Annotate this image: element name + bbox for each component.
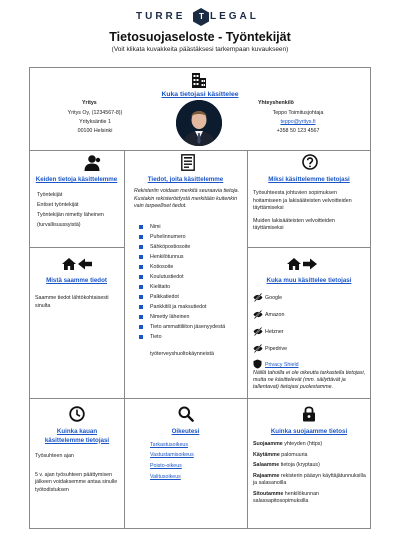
right-link[interactable]: Vastustamisoikeus (150, 452, 194, 458)
list-item: Nimetty läheinen (136, 312, 244, 322)
avatar (176, 100, 222, 146)
row-divider (29, 398, 371, 399)
document-list-icon[interactable] (181, 154, 195, 171)
whose-data-heading[interactable]: Keiden tietoja käsittelemme (35, 176, 118, 183)
company-label: Yritys (82, 100, 97, 106)
logo-badge-letter: T (199, 12, 204, 21)
logo-word-left: TURRE (136, 11, 186, 22)
list-item: Koulutustiedot (136, 272, 244, 282)
privacy-shield-link[interactable]: Privacy Shield (265, 362, 299, 368)
lock-icon[interactable] (302, 405, 316, 422)
logo-word-right: LEGAL (210, 11, 259, 22)
others-note: Näillä tahoilla ei ole oikeutta tarkastella tietojasi, mutta ne käsittelevät (mm. säilyttävät ja tallentavat) tietojasi puolestamme. (253, 370, 366, 390)
list-item: Puhelinnumero (136, 232, 244, 242)
contact-label: Yhteyshenkilö (258, 100, 294, 106)
whose-item: Työntekijät (37, 192, 63, 198)
protection-item: Salaamme tietoja (kryptaus) (253, 462, 320, 468)
column-divider (247, 150, 248, 529)
company-name: Yritys Oy, (1234567-8)) (67, 110, 123, 116)
data-item-continuation: työterveyshuoltokäynneistä (150, 351, 214, 357)
processor-amazon: Amazon (265, 312, 285, 318)
retention-paragraph: 5 v. ajan työsuhteen päättymisen jälkeen voidaksemme antaa sinulle työtodistuksen (35, 471, 118, 493)
processor-pipedrive: Pipedrive (265, 346, 288, 352)
why-heading[interactable]: Miksi käsittelemme tietojasi (268, 176, 350, 183)
contact-phone: +358 50 123 4567 (276, 128, 320, 134)
data-intro: Rekisteriin voidaan merkitä seuraavia tietoja. Kustakin rekisteröidystä merkitään kuitenkin vain tarpeelliset tiedot. (134, 188, 240, 209)
protection-item: Käytämme palomuuria (253, 451, 308, 458)
who-processes-link[interactable]: Kuka tietojasi käsittelee (161, 91, 239, 98)
right-link[interactable]: Tarkastusoikeus (150, 442, 188, 448)
sources-text: Saamme tiedot lähtökohtaisesti sinulta (35, 295, 109, 309)
right-link[interactable]: Valitusoikeus (150, 474, 181, 480)
list-item: Henkilötunnus (136, 252, 244, 262)
logo (0, 8, 400, 28)
list-item: Palkkatiedot (136, 292, 244, 302)
why-paragraph: Työsuhteesta johtuvien sopimuksen hoitamiseen ja lakisääteisten velvoitteiden täyttämiseksi (253, 190, 352, 211)
processor-google: Google (265, 295, 283, 301)
list-item: Kotiosoite (136, 262, 244, 272)
page-title: Tietosuojaseloste - Työntekijät (109, 30, 291, 44)
company-street: Yrityksäntie 1 (79, 119, 111, 125)
list-item: Kielitaito (136, 282, 244, 292)
protection-item: Suojaamme yhteyden (https) (253, 441, 323, 447)
eye-slash-icon (253, 327, 263, 336)
row-divider (29, 247, 124, 248)
page-subtitle: (Voit klikata kuvakkeita päästäksesi tarkempaan kuvaukseen) (111, 46, 289, 53)
list-item: Nimi (136, 222, 244, 232)
home-arrow-icon[interactable] (61, 257, 93, 271)
row-divider (29, 150, 371, 151)
contact-name: Teppo Toimitusjohtaja (272, 110, 324, 116)
list-item: Pankkitili ja maksutiedot (136, 302, 244, 312)
question-icon[interactable] (302, 154, 318, 170)
retention-heading[interactable]: Kuinka kauan käsittelemme tietojasi (44, 428, 110, 444)
retention-paragraph: Työsuhteen ajan (35, 453, 74, 459)
processor-hetzner: Hetzner (265, 329, 284, 335)
right-link[interactable]: Poisto-oikeus (150, 463, 182, 469)
others-heading[interactable]: Kuka muu käsittelee tietojasi (266, 277, 352, 284)
data-list (136, 222, 244, 342)
rights-heading[interactable]: Oikeutesi (171, 428, 200, 435)
whose-item: (turvallisuussyistä) (37, 222, 81, 228)
whose-item: Entiset työntekijät (37, 202, 79, 208)
search-icon[interactable] (178, 406, 194, 422)
list-item: Tieto (136, 332, 244, 342)
clock-icon[interactable] (69, 406, 85, 422)
eye-slash-icon (253, 310, 263, 319)
company-city: 00100 Helsinki (77, 128, 113, 134)
sources-heading[interactable]: Mistä saamme tiedot (46, 277, 107, 284)
retention-text (35, 453, 121, 499)
shield-icon (253, 359, 262, 369)
list-item: Tieto ammattiliiton jäsenyydestä (136, 322, 244, 332)
column-divider (124, 150, 125, 529)
whose-item: Työntekijän nimetty läheinen (37, 212, 104, 218)
data-processed-heading[interactable]: Tiedot, joita käsittelemme (147, 176, 224, 183)
list-item: Sähköpostiosoite (136, 242, 244, 252)
why-paragraph: Muiden lakisääteisten velvoitteiden täyttämiseksi (253, 217, 335, 231)
person-icon[interactable] (84, 155, 102, 171)
protection-item: Sitoutamme henkilökunnan salassapitosopimuksilla (253, 490, 319, 504)
row-divider (247, 247, 371, 248)
eye-slash-icon (253, 344, 263, 353)
eye-slash-icon (253, 293, 263, 302)
home-arrow-right-icon[interactable] (286, 257, 318, 271)
why-text (253, 190, 365, 238)
contact-email-link[interactable]: teppo@yritys.fi (280, 119, 316, 125)
protection-item: Rajaamme rekisterin pääsyn käyttäjätunnuksilla ja salasanoilla (253, 472, 366, 486)
protection-heading[interactable]: Kuinka suojaamme tietosi (270, 428, 348, 435)
office-building-icon[interactable] (190, 72, 208, 88)
protection-list (253, 441, 367, 509)
